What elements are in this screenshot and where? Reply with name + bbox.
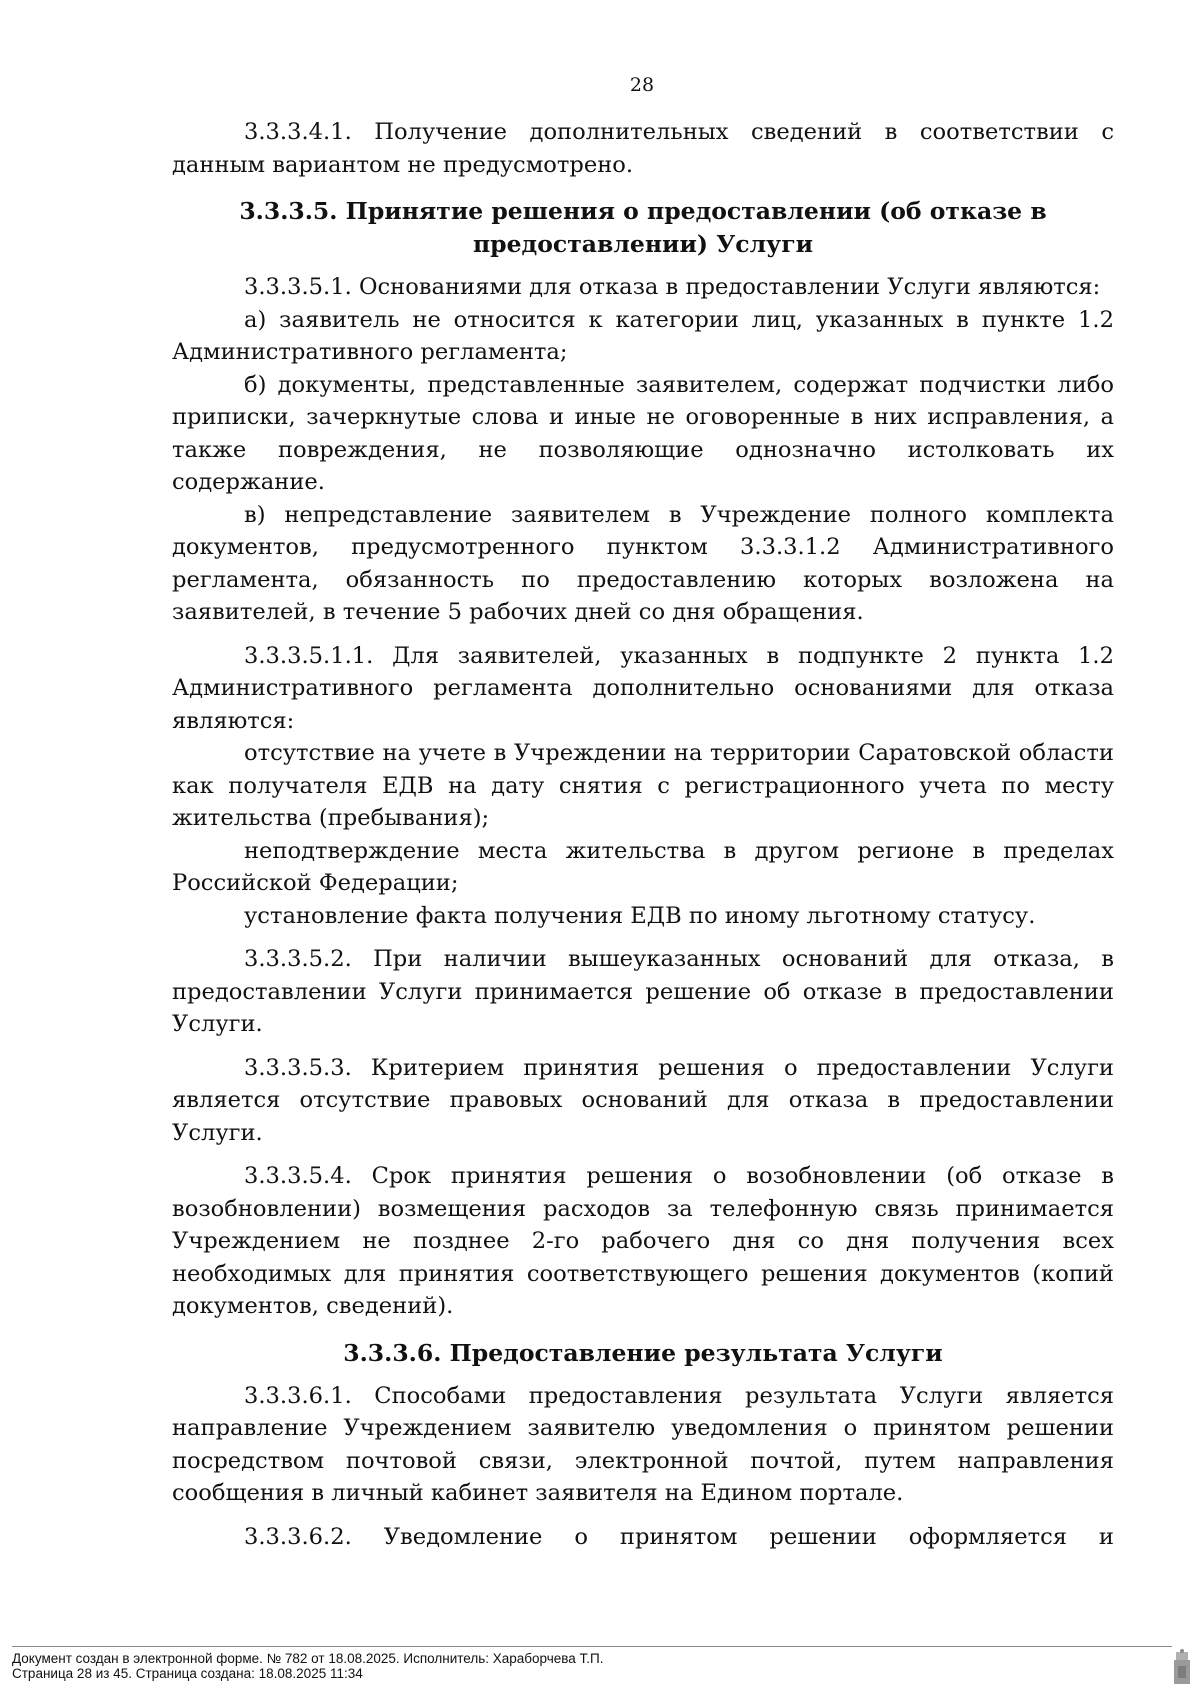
footer-divider — [12, 1646, 1172, 1647]
section-heading-3-3-3-6: 3.3.3.6. Предоставление результата Услуги — [343, 1338, 943, 1367]
footer-line-page: Страница 28 из 45. Страница создана: 18.08.2025 11:34 — [12, 1666, 363, 1681]
paragraph-3-3-3-5-1-1: 3.3.3.5.1.1. Для заявителей, указанных в подпункте 2 пункта 1.2 Административного регламента дополнительно основаниями для отказа являются: — [172, 642, 1114, 734]
paragraph-3-3-3-5-4: 3.3.3.5.4. Срок принятия решения о возобновлении (об отказе в возобновлении) возмещения расходов за телефонную связь принимается Учреждением не позднее 2-го рабочего дня со дня получения всех необходимых для принятия соответствующего решения документов (копий документов, сведений). — [172, 1163, 1114, 1319]
paragraph-item-a: а) заявитель не относится к категории лиц, указанных в пункте 1.2 Административного регламента; — [172, 306, 1114, 365]
paragraph-3-3-3-5-1: 3.3.3.5.1. Основаниями для отказа в предоставлении Услуги являются: — [244, 274, 1101, 300]
document-body — [172, 116, 1114, 1553]
page-number: 28 — [629, 74, 655, 96]
paragraph-3-3-3-6-1: 3.3.3.6.1. Способами предоставления результата Услуги является направление Учреждением заявителю уведомления о принятом решении посредством почтовой связи, электронной почтой, путем направления сообщения в личный кабинет заявителя на Едином портале. — [172, 1382, 1114, 1506]
coat-of-arms-icon — [1170, 1648, 1194, 1688]
paragraph-3-3-3-5-2: 3.3.3.5.2. При наличии вышеуказанных оснований для отказа, в предоставлении Услуги принимается решение об отказе в предоставлении Услуги. — [172, 946, 1114, 1037]
paragraph-3-3-3-4-1: 3.3.3.4.1. Получение дополнительных сведений в соответствии с данным вариантом не предусмотрено. — [172, 119, 1114, 178]
paragraph-nonconfirmation-residence: неподтверждение места жительства в другом регионе в пределах Российской Федерации; — [172, 837, 1114, 896]
section-heading-3-3-3-5: 3.3.3.5. Принятие решения о предоставлении (об отказе в предоставлении) Услуги — [239, 197, 1047, 258]
paragraph-other-status: установление факта получения ЕДВ по иному льготному статусу. — [244, 902, 1036, 929]
paragraph-item-b: б) документы, представленные заявителем, содержат подчистки либо приписки, зачеркнутые слова и иные не оговоренные в них исправления, а также повреждения, не позволяющие однозначно истолковать их содержание. — [172, 371, 1114, 495]
footer-line-document: Документ создан в электронной форме. № 782 от 18.08.2025. Исполнитель: Хараборчева Т.П. — [12, 1651, 604, 1666]
paragraph-3-3-3-6-2: 3.3.3.6.2. Уведомление о принятом решении оформляется и — [244, 1523, 1114, 1550]
paragraph-3-3-3-5-3: 3.3.3.5.3. Критерием принятия решения о предоставлении Услуги является отсутствие правовых оснований для отказа в предоставлении Услуги. — [172, 1054, 1114, 1146]
paragraph-item-v: в) непредставление заявителем в Учреждение полного комплекта документов, предусмотренного пунктом 3.3.3.1.2 Административного регламента, обязанность по предоставлению которых возложена на заявителей, в течение 5 рабочих дней со дня обращения. — [172, 501, 1114, 625]
footer — [12, 1651, 1172, 1681]
paragraph-absence-registration: отсутствие на учете в Учреждении на территории Саратовской области как получателя ЕДВ на дату снятия с регистрационного учета по месту жительства (пребывания); — [172, 740, 1114, 831]
